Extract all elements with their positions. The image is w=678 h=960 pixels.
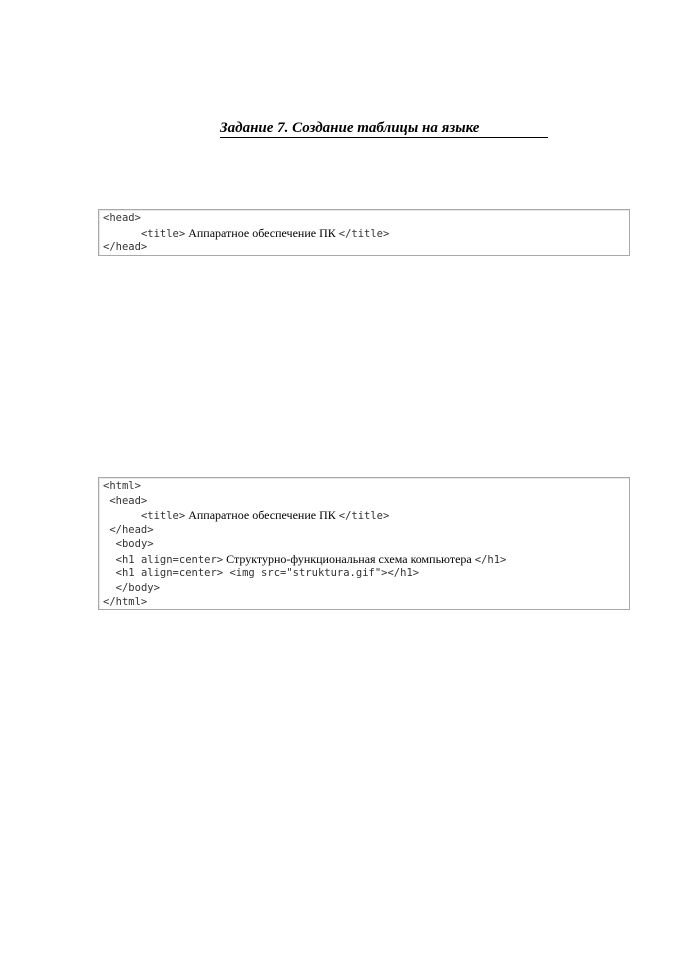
code-tag: </title> <box>338 510 390 522</box>
code-tag: <body> <box>115 538 154 550</box>
code-tag: </html> <box>103 596 148 608</box>
code-tag: <head> <box>103 212 141 224</box>
code-line <box>103 240 629 255</box>
code-line <box>103 211 629 226</box>
code-block-html <box>98 477 630 610</box>
code-tag: <html> <box>103 480 141 492</box>
code-tag: <title> <box>140 227 186 240</box>
code-tag: </head> <box>103 241 148 253</box>
code-tag: <title> <box>140 510 186 522</box>
code-line <box>103 537 629 552</box>
code-line <box>103 479 629 494</box>
code-tag: </body> <box>115 581 160 594</box>
code-line <box>103 581 629 596</box>
title-text: Аппаратное обеспечение ПК <box>185 508 339 522</box>
code-tag: <h1 align=center> <img src="struktura.gif"></h1> <box>115 567 420 579</box>
code-tag: <h1 align=center> <box>115 553 224 566</box>
code-line <box>103 595 629 610</box>
code-line <box>103 552 629 567</box>
code-block-head <box>98 209 630 256</box>
title-text: Аппаратное обеспечение ПК <box>185 225 339 240</box>
code-tag: <head> <box>109 494 148 507</box>
code-line <box>103 226 629 241</box>
code-tag: </h1> <box>474 553 507 566</box>
code-line <box>103 494 629 509</box>
code-line <box>103 508 629 523</box>
heading-text: Структурно-функциональная схема компьютера <box>223 551 475 566</box>
assignment-heading: Задание 7. Создание таблицы на языке <box>220 119 548 138</box>
code-tag: </head> <box>109 523 154 536</box>
code-tag: </title> <box>338 227 390 240</box>
code-line <box>103 523 629 538</box>
code-line <box>103 566 629 581</box>
